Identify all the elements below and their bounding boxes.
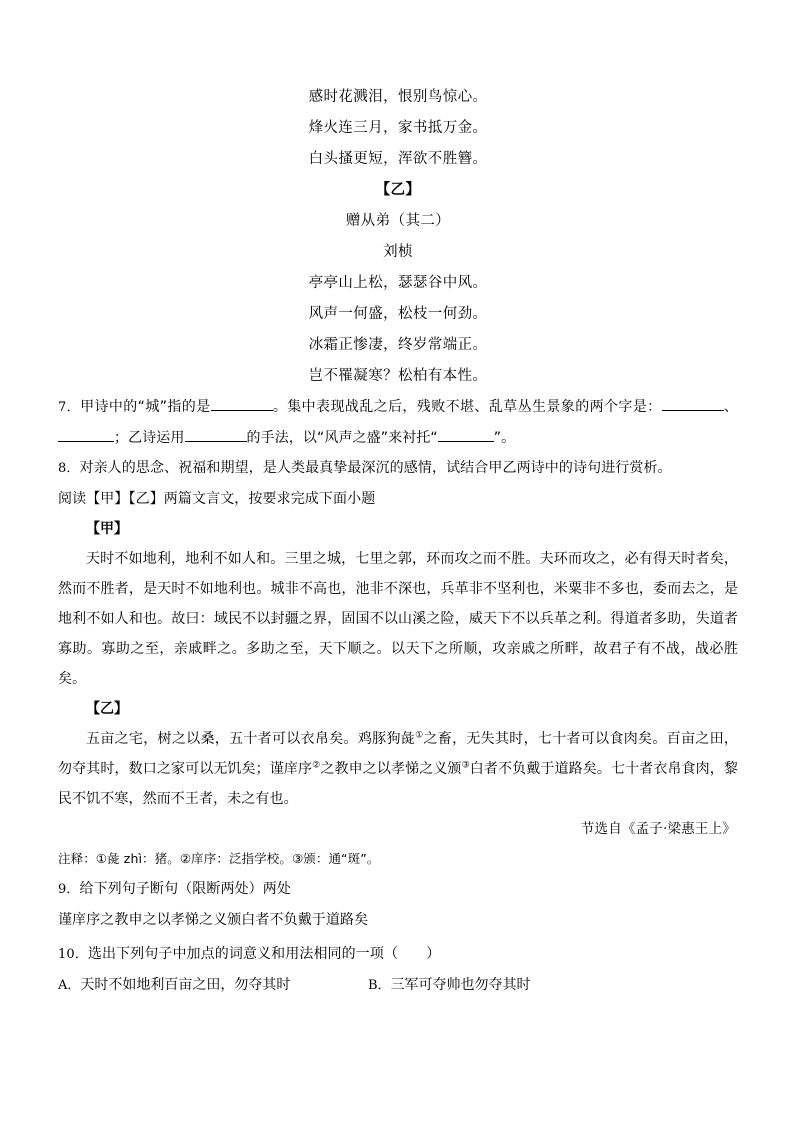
option-b-text: 三军可夺帅也勿夺其时: [390, 977, 531, 993]
poem-jia-line-3: 白头搔更短，浑欲不胜簪。: [308, 151, 488, 167]
question-8: [58, 453, 738, 484]
option-a[interactable]: [58, 970, 368, 1001]
question-9-number: 9．: [58, 882, 80, 897]
question-7-part3: 、: [723, 399, 738, 415]
question-7-part4: ；乙诗运用: [114, 430, 185, 446]
option-b-letter: B．: [368, 978, 391, 993]
option-a-letter: A．: [58, 978, 81, 993]
question-7-blank-5[interactable]: [438, 441, 494, 442]
question-7-part5: 的手法，以“风声之盛”来衬托“: [246, 430, 438, 446]
question-10-text: 选出下列句子中加点的词意义和用法相同的一项（ ）: [87, 946, 441, 962]
question-7-part1: 甲诗中的“城”指的是: [80, 399, 211, 415]
poem-yi-line-3: 冰霜正惨凄，终岁常端正。: [308, 337, 488, 353]
reading-instruction: 阅读【甲】【乙】两篇文言文，按要求完成下面小题: [58, 491, 376, 507]
option-a-text: 天时不如地利百亩之田，勿夺其时: [80, 977, 291, 993]
footnote-ref-2: ②: [312, 760, 321, 771]
poem-jia-line-1: 感时花溅泪，恨别鸟惊心。: [308, 89, 488, 105]
question-9-sentence: 谨庠序之教申之以孝悌之义颁白者不负戴于道路矣: [58, 912, 369, 928]
question-7-blank-4[interactable]: [185, 441, 247, 442]
question-7-blank-1[interactable]: [211, 410, 273, 411]
question-7-number: 7．: [58, 400, 81, 415]
poem-yi-author: 刘桢: [383, 244, 413, 260]
question-7: [58, 392, 738, 453]
passage-yi-mark: 【乙】: [86, 701, 128, 717]
passage-yi-seg2: 之畜，无失其时，七十者可以食肉矣。百亩之田，勿夺其时，数口之家可以无饥矣；谨庠序: [58, 731, 738, 777]
footnote-ref-1: ①: [415, 730, 424, 741]
question-8-text: 对亲人的思念、祝福和期望，是人类最真挚最深沉的感情，试结合甲乙两诗中的诗句进行赏析。: [79, 460, 672, 476]
passage-yi-seg4: 白者不负戴于道路矣。七十者衣帛食肉，黎民不饥不寒，然而不王者，未之有也。: [58, 761, 739, 807]
footnote-ref-3: ③: [461, 760, 470, 771]
poem-yi-title: 赠从弟（其二）: [345, 213, 451, 229]
poem-yi-line-2: 风声一何盛，松枝一何劲。: [308, 306, 488, 322]
passage-yi-seg3: 之教申之以孝悌之义颁: [320, 761, 462, 777]
question-9: [58, 874, 738, 905]
passage-jia-text: 天时不如地利，地利不如人和。三里之城，七里之郭，环而攻之而不胜。夫环而攻之，必有得天时者矣，然而不胜者，是天时不如地利也。城非不高也，池非不深也，兵革非不坚利也，米粟非不多也，委而去之，是地利不如人和也。故曰：域民不以封疆之界，固国不以山溪之险，威天下不以兵革之利。得道者多助，失道者寡助。寡助之至，亲戚畔之。多助之至，天下顺之。以天下之所顺，攻亲戚之所畔，故君子有不战，战必胜矣。: [58, 551, 738, 687]
question-7-blank-2[interactable]: [662, 410, 724, 411]
passage-yi-seg1: 五亩之宅，树之以桑，五十者可以衣帛矣。鸡豚狗彘: [86, 731, 416, 747]
question-8-number: 8．: [58, 461, 80, 476]
question-10-options: [58, 970, 738, 1001]
poem-yi-line-4: 岂不罹凝寒？松柏有本性。: [308, 368, 488, 384]
option-b[interactable]: [368, 970, 531, 1001]
question-10: [58, 939, 738, 970]
question-7-blank-3[interactable]: [58, 441, 114, 442]
poem-yi-section-mark: 【乙】: [375, 182, 421, 198]
question-9-text: 给下列句子断句（限断两处）两处: [79, 881, 291, 897]
question-10-number: 10．: [58, 947, 88, 962]
passage-source: 节选自《孟子·梁惠王上》: [580, 821, 736, 837]
poem-yi-line-1: 亭亭山上松，瑟瑟谷中风。: [308, 275, 488, 291]
passage-jia-mark: 【甲】: [86, 521, 128, 537]
footnotes: 注释：①彘 zhì：猪。②庠序：泛指学校。③颁：通“斑”。: [58, 851, 380, 866]
question-7-part2: 。集中表现战乱之后，残败不堪、乱草丛生景象的两个字是：: [272, 399, 662, 415]
question-7-part6: ”。: [493, 430, 516, 446]
page-content: [58, 82, 738, 1001]
passage-yi-text: [58, 724, 738, 814]
poem-jia-line-2: 烽火连三月，家书抵万金。: [308, 120, 488, 136]
